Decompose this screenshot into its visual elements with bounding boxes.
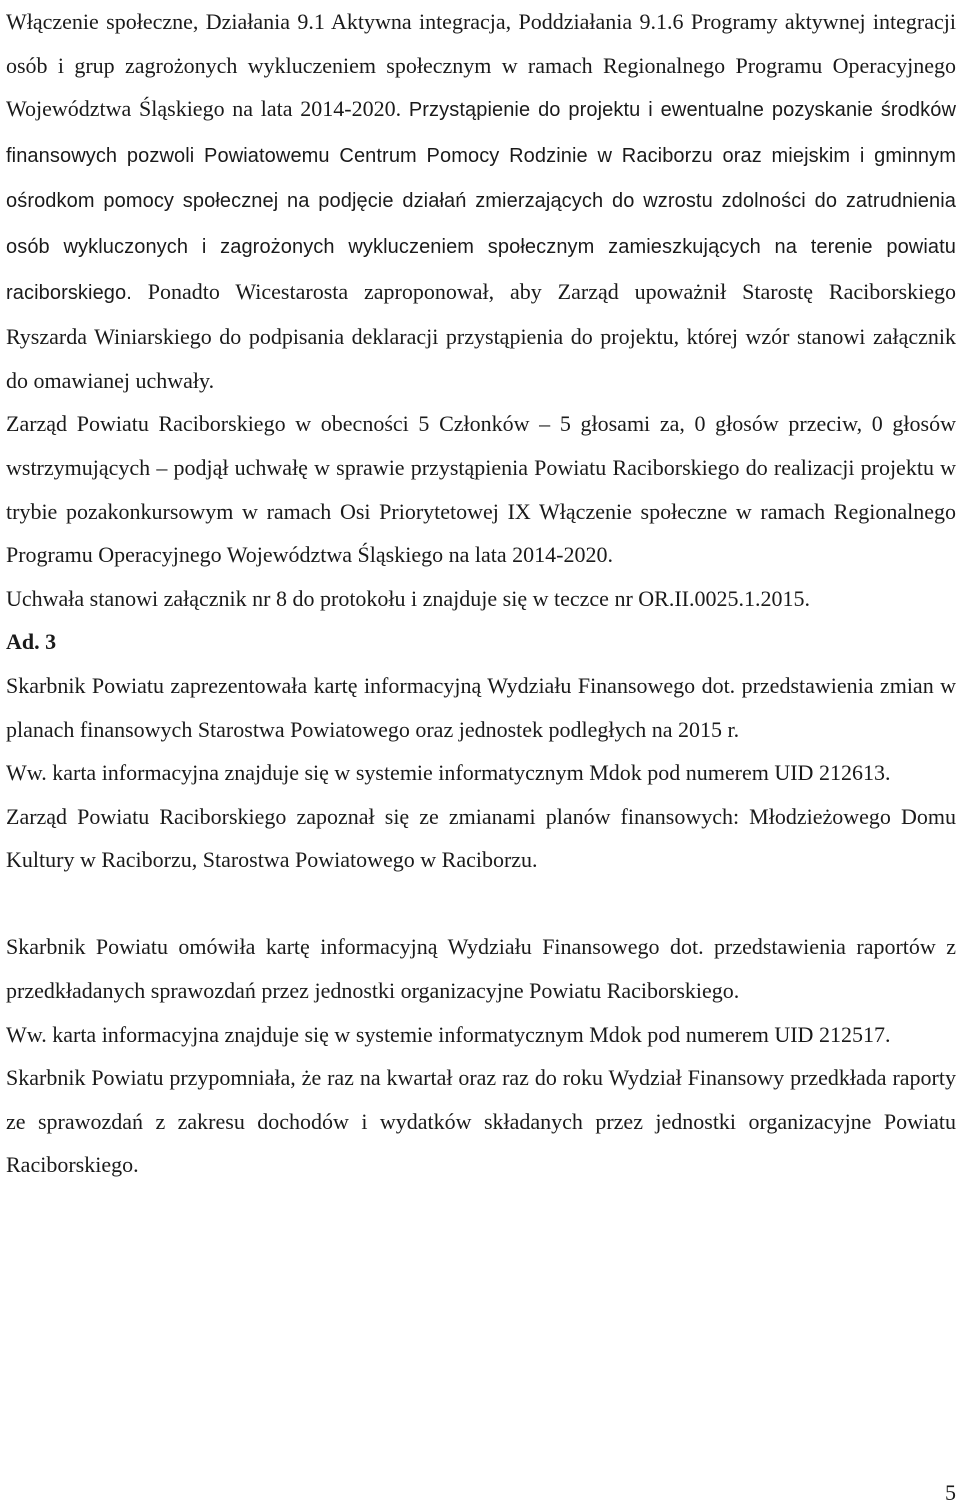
paragraph-reports-card: Skarbnik Powiatu omówiła kartę informacyjną Wydziału Finansowego dot. przedstawienia raportów z przedkładanych sprawozdań przez jednostki organizacyjne Powiatu Raciborskiego. (6, 934, 956, 1004)
paragraph-text: Włączenie społeczne, Działania 9.1 Aktywna integracja, Poddziałania 9.1.6 Programy aktywnej integracji osób i grup zagrożonych wykluczeniem społecznym w ramach Regionalnego Programu Operacyjnego Województwa Śląskiego na lata 2014-2020. (6, 9, 956, 122)
section-heading: Ad. 3 (6, 629, 57, 655)
paragraph-plan-changes: Zarząd Powiatu Raciborskiego zapoznał się ze zmianami planów finansowych: Młodzieżowego Domu Kultury w Raciborzu, Starostwa Powiatowego w Raciborzu. (6, 803, 956, 873)
spacer (6, 882, 956, 926)
paragraph-resolution-note: Uchwała stanowi załącznik nr 8 do protokołu i znajduje się w teczce nr OR.II.0025.1.2015. (6, 585, 810, 611)
paragraph-mdok-reference: Ww. karta informacyjna znajduje się w systemie informatycznym Mdok pod numerem UID 212613. (6, 760, 891, 786)
paragraph-mdok-reference: Ww. karta informacyjna znajduje się w systemie informatycznym Mdok pod numerem UID 212517. (6, 1021, 891, 1047)
paragraph-text: Ponadto Wicestarosta zaproponował, aby Zarząd upoważnił Starostę Raciborskiego Ryszarda Winiarskiego do podpisania deklaracji przystąpienia do projektu, której wzór stanowi załącznik do omawianej uchwały. (6, 278, 956, 393)
paragraph-quarterly-reports: Skarbnik Powiatu przypomniała, że raz na kwartał oraz raz do roku Wydział Finansowy przedkłada raporty ze sprawozdań z zakresu dochodów i wydatków składanych przez jednostki organizacyjne Powiatu Raciborskiego. (6, 1065, 956, 1178)
document-page (6, 0, 956, 1187)
paragraph-text-sans: Przystąpienie do projektu i ewentualne pozyskanie środków finansowych pozwoli Powiatowemu Centrum Pomocy Rodzinie w Raciborzu oraz miejskim i gminnym ośrodkom pomocy społecznej na podjęcie działań zmierzających do wzrostu zdolności do zatrudnienia osób wykluczonych i zagrożonych wykluczeniem społecznym zamieszkujących na terenie powiatu raciborskiego. (6, 99, 956, 304)
paragraph-treasurer-presentation: Skarbnik Powiatu zaprezentowała kartę informacyjną Wydziału Finansowego dot. przedstawienia zmian w planach finansowych Starostwa Powiatowego oraz jednostek podległych na 2015 r. (6, 672, 956, 742)
page-number: 5 (945, 1480, 956, 1505)
paragraph-project-description (6, 0, 956, 402)
paragraph-board-decision: Zarząd Powiatu Raciborskiego w obecności 5 Członków – 5 głosami za, 0 głosów przeciw, 0 głosów wstrzymujących – podjął uchwałę w sprawie przystąpienia Powiatu Raciborskiego do realizacji projektu w trybie pozakonkursowym w ramach Osi Priorytetowej IX Włączenie społeczne w ramach Regionalnego Programu Operacyjnego Województwa Śląskiego na lata 2014-2020. (6, 411, 956, 568)
